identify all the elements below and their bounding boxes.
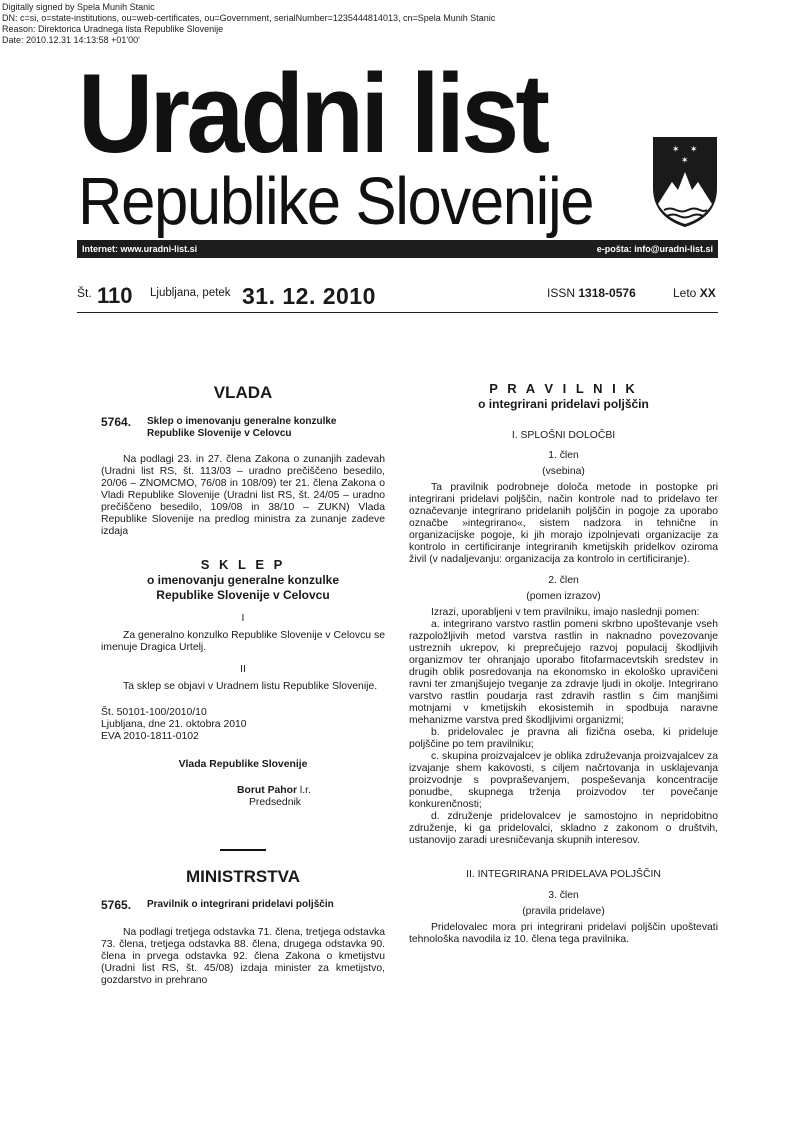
issue-number-label: Št. (77, 286, 92, 300)
article-1-subtitle: (vsebina) (542, 466, 585, 477)
entry-title: Pravilnik o integrirani pridelavi poljščin (147, 899, 334, 910)
issue-number: 110 (97, 283, 133, 308)
digital-signature: Digitally signed by Spela Munih Stanic DN: c=si, o=state-institutions, ou=web-certificates, ou=Government, serialNumber=1235444814013, cn=Spela Munih Stanic Reason: Direktorica Uradnega lista Republike Slovenije Date: 2010.12.31 14:13:58 +01'00' (2, 2, 496, 45)
chapter-1-heading: I. SPLOŠNI DOLOČBI (511, 430, 616, 441)
right-column (409, 383, 718, 946)
email-link[interactable]: e-pošta: info@uradni-list.si (596, 244, 713, 254)
masthead-subtitle: Republike Slovenije (78, 164, 594, 239)
signer-role: Predsednik (249, 797, 301, 808)
section-heading-vlada: VLADA (213, 383, 273, 402)
masthead-title: Uradni list (78, 51, 547, 176)
entry-title: Sklep o imenovanju generalne konzulke Republike Slovenije v Celovcu (147, 416, 337, 439)
reference-date: Ljubljana, dne 21. oktobra 2010 (101, 719, 247, 730)
preamble-2: Na podlagi tretjega odstavka 71. člena, tretjega odstavka 73. člena, tretjega odstavka 88. člena, drugega odstavka 90. člena in prvega odstavka 92. člena Zakona o kmetijstvu (Uradni list RS, št. 45/08) izdaja minister za kmetijstvo, gozdarstvo in prehrano (101, 927, 385, 986)
issn (547, 286, 636, 300)
article-2-item-d: d. združenje pridelovalcev je samostojno in nepridobitno združenje, ki ga pridelovalci, skladno z zakonom o društvih, ustanovijo zaradi uresničevanja skupnih interesov. (409, 811, 718, 846)
article-text-1: Za generalno konzulko Republike Slovenije v Celovcu se imenuje Dragica Urtelj. (101, 630, 385, 653)
issn-value: 1318-0576 (578, 286, 636, 300)
year-value: XX (699, 286, 716, 300)
left-column (101, 383, 385, 987)
issue-line (77, 281, 718, 313)
article-3-subtitle: (pravila pridelave) (522, 906, 605, 917)
article-roman-1: I (241, 613, 245, 624)
reference-eva: EVA 2010-1811-0102 (101, 731, 199, 742)
article-2-intro: Izrazi, uporabljeni v tem pravilniku, imajo naslednji pomen: (431, 607, 700, 618)
article-2-item-c: c. skupina proizvajalcev je oblika združevanja proizvajalcev za izvajanje shem kakovosti, s ciljem načrtovanja in usklajevanja proizvodnje s povpraševanjem, pospeševanja koncentracije ponudbe, skupnega trženja proizvodov ter povečanje konkurenčnosti; (409, 751, 718, 810)
entry-number: 5764. (101, 415, 132, 429)
svg-text:✶: ✶ (690, 145, 698, 155)
svg-text:✶: ✶ (672, 145, 680, 155)
header-contact-bar (77, 240, 718, 258)
internet-link[interactable]: Internet: www.uradni-list.si (82, 244, 198, 254)
article-text-2: Ta sklep se objavi v Uradnem listu Republike Slovenije. (123, 681, 378, 692)
article-roman-2: II (240, 664, 246, 675)
volume-year (673, 286, 716, 300)
sklep-heading: S K L E P (200, 557, 286, 572)
article-1-text: Ta pravilnik podrobneje določa metode in postopke pri integrirani pridelavi poljščin, način kontrole nad to pridelavo ter označevanje integrirano pridelanih poljščin in pogoje za uporabo označbe »integrirano«, sistem nadzora in tehnične in organizacijske pogoje, ki jih morajo izpolnjevati organizacije za kontrolo in certificiranje integriranih kmetijskih pridelkov oziroma živil (v nadaljevanju: organizacija za kontrolo in certificiranje). (409, 482, 718, 565)
entry-5765[interactable] (101, 899, 385, 911)
signer-name: Borut Pahor (237, 785, 298, 796)
sklep-subtitle-2: Republike Slovenije v Celovcu (156, 588, 330, 602)
article-3-text: Pridelovalec mora pri integrirani pridelavi poljščin upoštevati tehnološka navodila iz 10. člena tega pravilnika. (409, 922, 718, 945)
issue-place: Ljubljana, petek (150, 287, 231, 299)
chapter-2-heading: II. INTEGRIRANA PRIDELAVA POLJŠČIN (466, 869, 661, 880)
reference-number: Št. 50101-100/2010/10 (101, 707, 207, 718)
signer-suffix: l.r. (297, 785, 311, 796)
sklep-subtitle-1: o imenovanju generalne konzulke (146, 573, 340, 587)
article-2-heading: 2. člen (548, 575, 579, 586)
issue-date: 31. 12. 2010 (242, 283, 376, 309)
coat-of-arms-icon (652, 136, 718, 228)
pravilnik-subtitle: o integrirani pridelavi poljščin (478, 397, 649, 411)
section-divider (220, 849, 266, 851)
article-2-item-b: b. pridelovalec je pravna ali fizična oseba, ki prideluje poljščine po tem pravilniku; (409, 727, 718, 750)
issn-label: ISSN (547, 286, 576, 300)
article-3-heading: 3. člen (548, 890, 579, 901)
article-2-subtitle: (pomen izrazov) (526, 591, 601, 602)
pravilnik-heading: P R A V I L N I K (489, 381, 638, 396)
entry-5764[interactable] (101, 416, 385, 440)
preamble: Na podlagi 23. in 27. člena Zakona o zunanjih zadevah (Uradni list RS, št. 113/03 – uradno prečiščeno besedilo, 20/06 – ZNOMCMO, 76/08 in 108/09) ter 21. člena Zakona o Vladi Republike Slovenije (Uradni list RS, št. 24/05 – uradno prečiščeno besedilo, 109/08 in 38/10 – ZUKN) Vlada Republike Slovenije na predlog ministra za zunanje zadeve izdaja (101, 454, 385, 537)
article-1-heading: 1. člen (548, 450, 579, 461)
signer (101, 785, 385, 797)
signer-body: Vlada Republike Slovenije (178, 759, 308, 770)
section-heading-ministrstva: MINISTRSTVA (186, 867, 300, 886)
article-2-item-a: a. integrirano varstvo rastlin pomeni skrbno upoštevanje vseh razpoložljivih metod varstva rastlin in naknadno povezovanje ustreznih ukrepov, ki preprečujejo razvoj populacij škodljivih organizmov ter ohranjajo uporabo fitofarmacevtskih sredstev in drugih oblik posredovanja na ekonomsko in ekološko upravičeni ravni ter zmanjšujejo tveganje za zdravje ljudi in okolje. Integrirano varstvo rastlin poudarja rast zdravih rastlin s čim manjšimi motnjami v kmetijskih ekosistemih in spodbuja naravne mehanizme varstva pred škodljivimi organizmi; (409, 619, 718, 726)
year-label: Leto (673, 286, 697, 300)
svg-text:✶: ✶ (681, 156, 689, 166)
entry-number: 5765. (101, 898, 132, 912)
